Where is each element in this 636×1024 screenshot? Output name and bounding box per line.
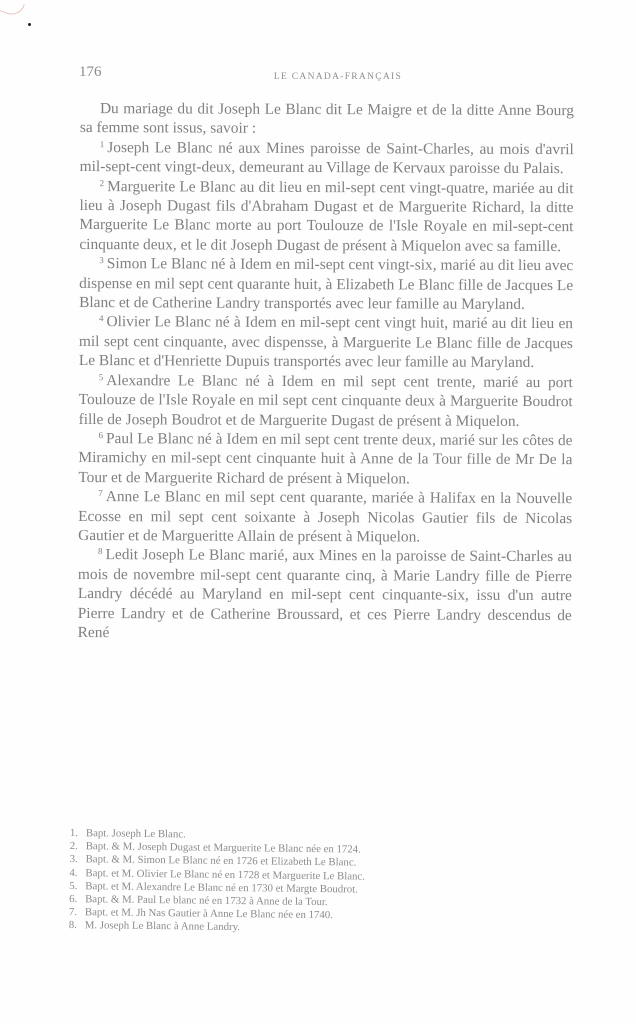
page-number: 176 [79, 64, 102, 80]
footnote-number: 8. [68, 919, 77, 932]
footnote-text: Bapt. et M. Alexandre Le Blanc né en 1730 et Margte Boudrot. [85, 880, 358, 896]
ink-loop-mark [0, 0, 25, 18]
entry-text: Anne Le Blanc en mil sept cent quarante, mariée à Halifax en la Nouvelle Ecosse en mil sept cent soixante à Joseph Nicolas Gautier fils de Nicolas Gautier et de Margueritte Allain de présent à Miquelon. [78, 488, 573, 546]
footnote-ref: 4 [99, 313, 104, 324]
entry-text: Joseph Le Blanc né aux Mines paroisse de Saint-Charles, au mois d'avril mil-sept-cent vingt-deux, demeurant au Village de Kervaux paroisse du Palais. [79, 138, 574, 178]
entry-text: Paul Le Blanc né à Idem en mil sept cent trente deux, marié sur les côtes de Miramichy en mil-sept cent cinquante huit à Anne de la Tour fille de Mr De la Tour et de Marguerite Richard de présent à Miquelon. [78, 430, 573, 488]
entry-paragraph [79, 254, 573, 314]
entry-paragraph [79, 312, 573, 372]
intro-paragraph: Du mariage du dit Joseph Le Blanc dit Le Maigre et de la ditte Anne Bourg sa femme sont issus, savoir : [79, 100, 574, 138]
entry-paragraph [79, 177, 573, 257]
footnote-ref: 8 [98, 546, 103, 557]
footnote-text: Bapt. et M. Olivier Le Blanc né en 1728 et Marguerite Le Blanc. [85, 866, 366, 883]
entry-text: Simon Le Blanc né à Idem en mil-sept cent vingt-six, marié au dit lieu avec dispense en mil sept cent quarante huit, à Elizabeth Le Blanc fille de Jacques Le Blanc et de Catherine Landry transportés avec leur famille au Maryland. [79, 255, 574, 314]
entry-paragraph [80, 138, 574, 179]
footnote-number: 5. [69, 879, 78, 892]
entry-paragraph [78, 545, 572, 644]
footnote-ref: 7 [98, 488, 103, 499]
footnote-text: M. Joseph Le Blanc à Anne Landry. [84, 919, 241, 934]
running-title: LE CANADA-FRANÇAIS [273, 72, 403, 82]
entry-paragraph [79, 371, 573, 431]
entry-text: Marguerite Le Blanc au dit lieu en mil-sept cent vingt-quatre, mariée au dit lieu à Joseph Dugast fils d'Abraham Dugast et de Marguerite Richard, la ditte Marguerite Le Blanc morte au port Toulouze de l'Isle Royale en mil-sept-cent cinquante deux, et le dit Joseph Dugast de présent à Miquelon avec sa famille. [79, 177, 574, 255]
entry-text: Olivier Le Blanc né à Idem en mil-sept cent vingt huit, marié au dit lieu en mil sept cent cinquante, avec dispensse, à Marguerite Le Blanc fille de Jacques Le Blanc et d'Henriette Dupuis transportés avec leur famille au Maryland. [78, 313, 574, 372]
footnote-text: Bapt. Joseph Le Blanc. [85, 827, 186, 841]
footnote-number: 2. [69, 840, 78, 853]
body-text [78, 99, 574, 645]
footnote-ref: 5 [98, 371, 104, 382]
entry-paragraph [78, 487, 572, 547]
entry-text: Ledit Joseph Le Blanc marié, aux Mines en la paroisse de Saint-Charles au mois de novembre mil-sept cent quarante cinq, à Marie Landry fille de Pierre Landry décédé au Maryland en mil-sept cent cinquante-six, issu d'un autre Pierre Landry et de Catherine Broussard, et ces Pierre Landry descendus de René [77, 546, 573, 642]
footnote-ref: 2 [99, 177, 105, 188]
footnote-ref: 1 [99, 138, 105, 149]
footnote-number: 1. [69, 827, 79, 840]
footnote-ref: 3 [99, 255, 104, 266]
footnote-text: Bapt. & M. Simon Le Blanc né en 1726 et Elizabeth Le Blanc. [85, 853, 357, 869]
ink-dot [28, 23, 31, 26]
footnotes [69, 827, 530, 938]
footnote-number: 4. [69, 866, 78, 879]
footnote-text: Bapt. & M. Joseph Dugast et Marguerite Le Blanc née en 1724. [85, 840, 361, 856]
footnote-number: 7. [68, 906, 78, 919]
footnote-text: Bapt. et M. Jh Nas Gautier à Anne Le Blanc née en 1740. [84, 906, 333, 922]
footnote-text: Bapt. & M. Paul Le blanc né en 1732 à Anne de la Tour. [85, 893, 328, 909]
footnote-number: 6. [69, 893, 78, 906]
footnote-ref: 6 [98, 429, 104, 441]
footnote-number: 3. [69, 853, 78, 866]
entry-paragraph [78, 429, 572, 489]
entry-text: Alexandre Le Blanc né à Idem en mil sept cent trente, marié au port Toulouze de l'Isle Royale en mil sept cent cinquante deux à Marguerite Boudrot fille de Joseph Boudrot et de Marguerite Dugast de présent à Miquelon. [78, 371, 573, 430]
